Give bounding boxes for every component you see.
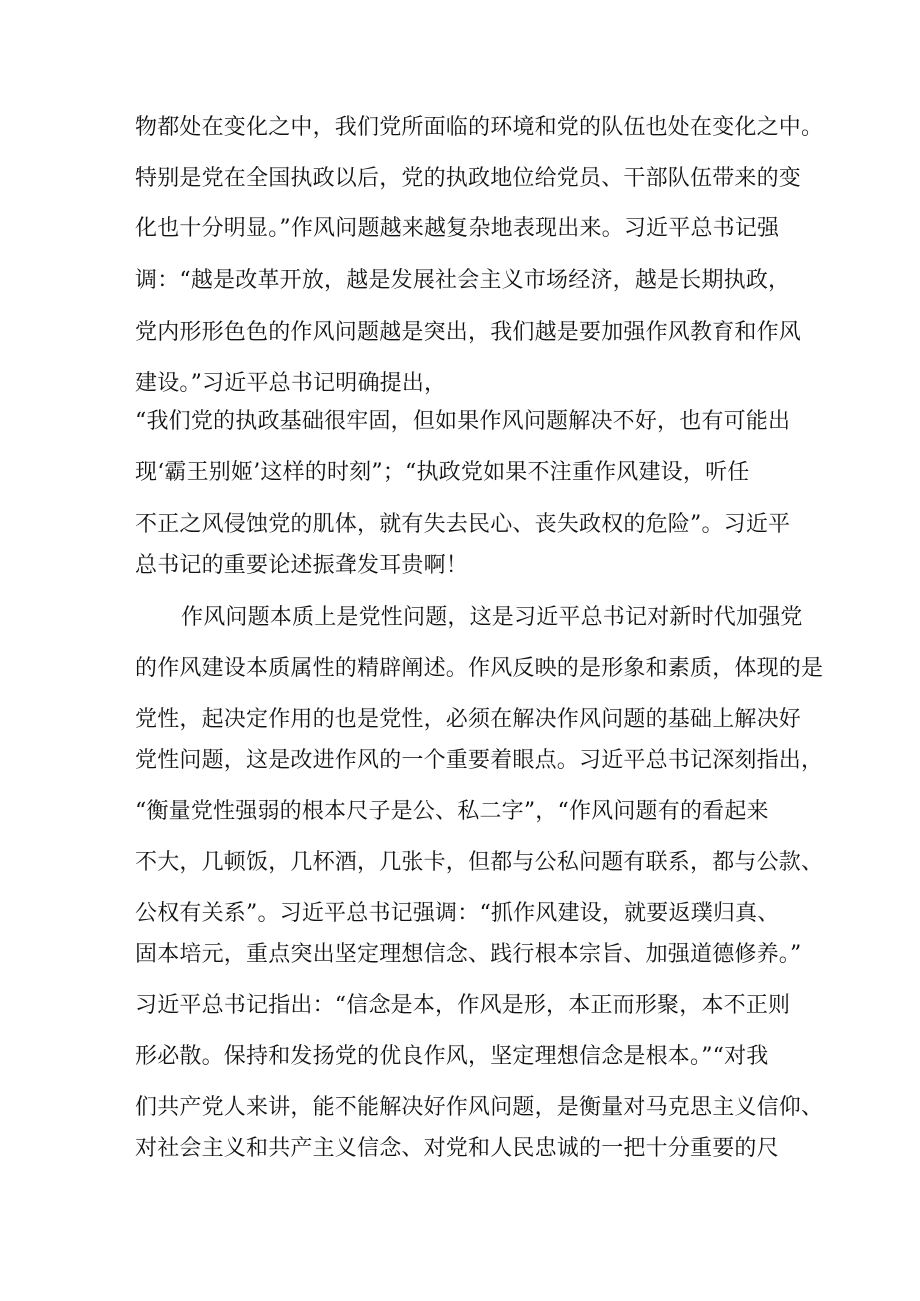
text-line: 化也十分明显。”作风问题越来越复杂地表现出来。习近平总书记强 <box>135 216 780 241</box>
text-line: 对社会主义和共产主义信念、对党和人民忠诚的一把十分重要的尺 <box>135 1136 779 1161</box>
text-line: 形必散。保持和发扬党的优良作风，坚定理想信念是根本。”“对我 <box>135 1044 769 1069</box>
text-line: 党性问题，这是改进作风的一个重要着眼点。习近平总书记深刻指出， <box>135 748 824 773</box>
paragraph-first-line: 作风问题本质上是党性问题，这是习近平总书记对新时代加强党 <box>181 605 803 630</box>
text-line: 习近平总书记指出：“信念是本，作风是形，本正而形聚，本不正则 <box>135 993 791 1018</box>
text-line: 调：“越是改革开放，越是发展社会主义市场经济，越是长期执政， <box>135 268 791 293</box>
text-line: 不大，几顿饭，几杯酒，几张卡，但都与公私问题有联系，都与公款、 <box>135 850 824 875</box>
text-line: 的作风建设本质属性的精辟阐述。作风反映的是形象和素质，体现的是 <box>135 656 824 681</box>
text-line: 现‘霸王别姬’这样的时刻”；“执政党如果不注重作风建设，听任 <box>135 460 750 485</box>
text-line: “衡量党性强弱的根本尺子是公、私二字”，“作风问题有的看起来 <box>135 799 769 824</box>
text-line: “我们党的执政基础很牢固，但如果作风问题解决不好，也有可能出 <box>135 409 791 434</box>
text-line: 公权有关系”。习近平总书记强调：“抓作风建设，就要返璞归真、 <box>135 901 780 926</box>
text-line: 党内形形色色的作风问题越是突出，我们越是要加强作风教育和作风 <box>135 320 802 345</box>
text-line: 们共产党人来讲，能不能解决好作风问题，是衡量对马克思主义信仰、 <box>135 1095 824 1120</box>
text-line: 党性，起决定作用的也是党性，必须在解决作风问题的基础上解决好 <box>135 707 802 732</box>
text-line: 总书记的重要论述振聋发耳贵啊！ <box>135 553 469 578</box>
text-line: 不正之风侵蚀党的肌体，就有失去民心、丧失政权的危险”。习近平 <box>135 512 791 537</box>
text-line: 固本培元，重点突出坚定理想信念、践行根本宗旨、加强道德修养。” <box>135 942 802 967</box>
text-line: 特别是党在全国执政以后，党的执政地位给党员、干部队伍带来的变 <box>135 166 802 191</box>
text-line: 物都处在变化之中，我们党所面临的环境和党的队伍也处在变化之中。 <box>135 115 824 140</box>
text-line: 建设。”习近平总书记明确提出， <box>135 371 447 396</box>
